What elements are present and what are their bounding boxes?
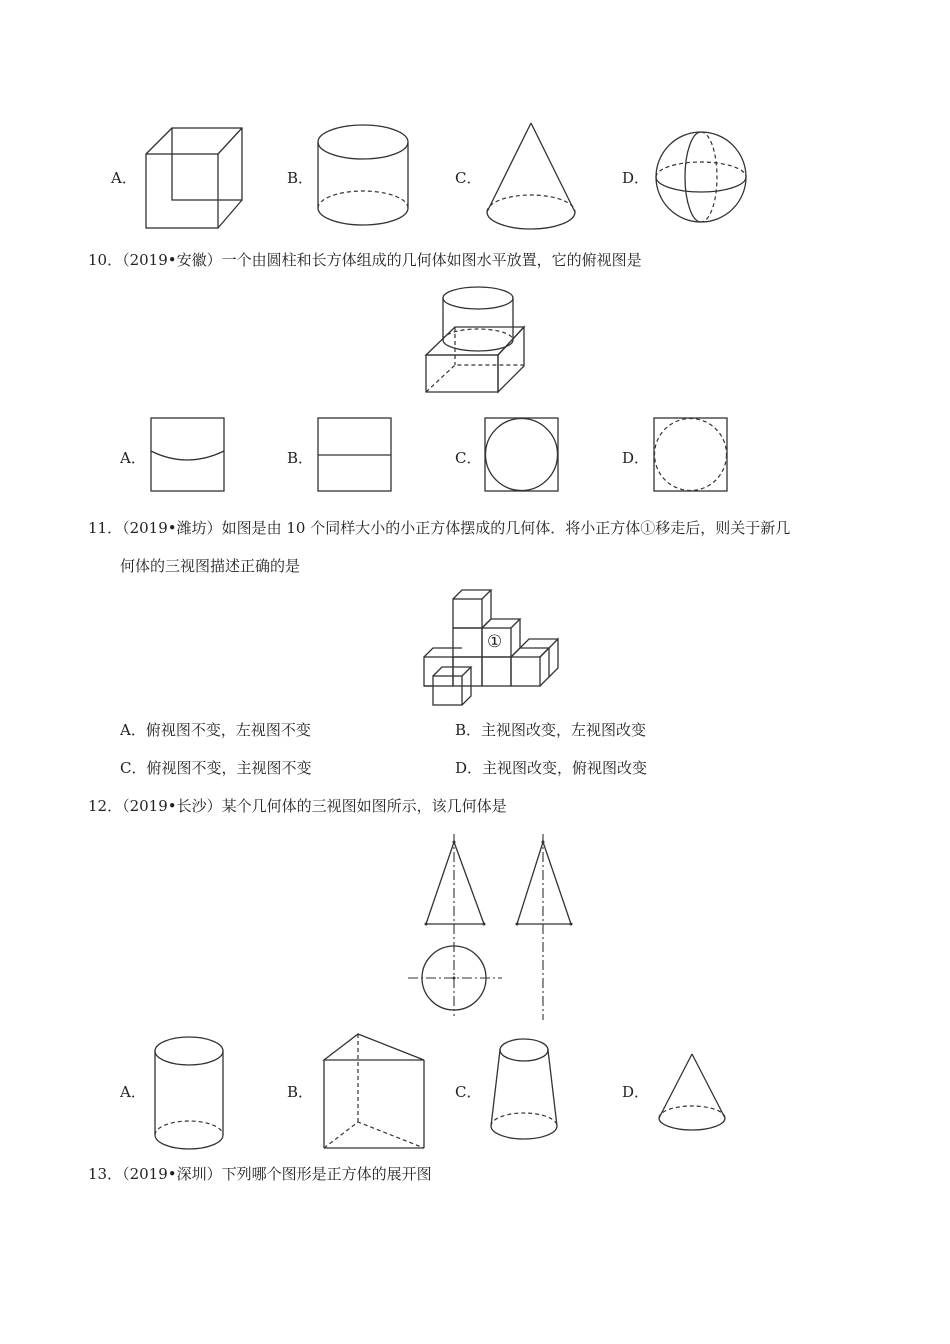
question-text: （2019•深圳）下列哪个图形是正方体的展开图 (122, 1165, 432, 1183)
question-number: 11． (88, 519, 123, 537)
option-a-label: A． (120, 1083, 146, 1101)
question-text-line-1: （2019•潍坊）如图是由 10 个同样大小的小正方体摆成的几何体．将小正方体①移走后，则关于新几 (122, 519, 791, 537)
option-c-label: C． (455, 1083, 482, 1101)
option-d: D．主视图改变，俯视图改变 (455, 759, 648, 777)
option-c-label: C． (455, 169, 482, 187)
option-b: B．主视图改变，左视图改变 (455, 721, 647, 739)
question-13-stem (88, 1164, 432, 1184)
question-text: （2019•安徽）一个由圆柱和长方体组成的几何体如图水平放置，它的俯视图是 (122, 251, 642, 269)
option-b-label: B． (287, 1083, 314, 1101)
option-d-label: D． (622, 449, 650, 467)
option-c: C．俯视图不变，主视图不变 (120, 759, 312, 777)
option-d-label: D． (622, 169, 650, 187)
option-a-label: A． (111, 169, 137, 187)
option-a-label: A． (120, 449, 146, 467)
option-b-label: B． (287, 169, 314, 187)
option-d-label: D． (622, 1083, 650, 1101)
option-a: A．俯视图不变，左视图不变 (120, 721, 311, 739)
question-11-stem-line-2: 何体的三视图描述正确的是 (120, 557, 301, 575)
cube-number-mark: ① (487, 632, 503, 652)
option-b-label: B． (287, 449, 314, 467)
question-number: 10． (88, 251, 123, 269)
question-number: 13． (88, 1165, 123, 1183)
question-number: 12． (88, 797, 123, 815)
question-text: （2019•长沙）某个几何体的三视图如图所示，该几何体是 (122, 797, 507, 815)
option-c-label: C． (455, 449, 482, 467)
